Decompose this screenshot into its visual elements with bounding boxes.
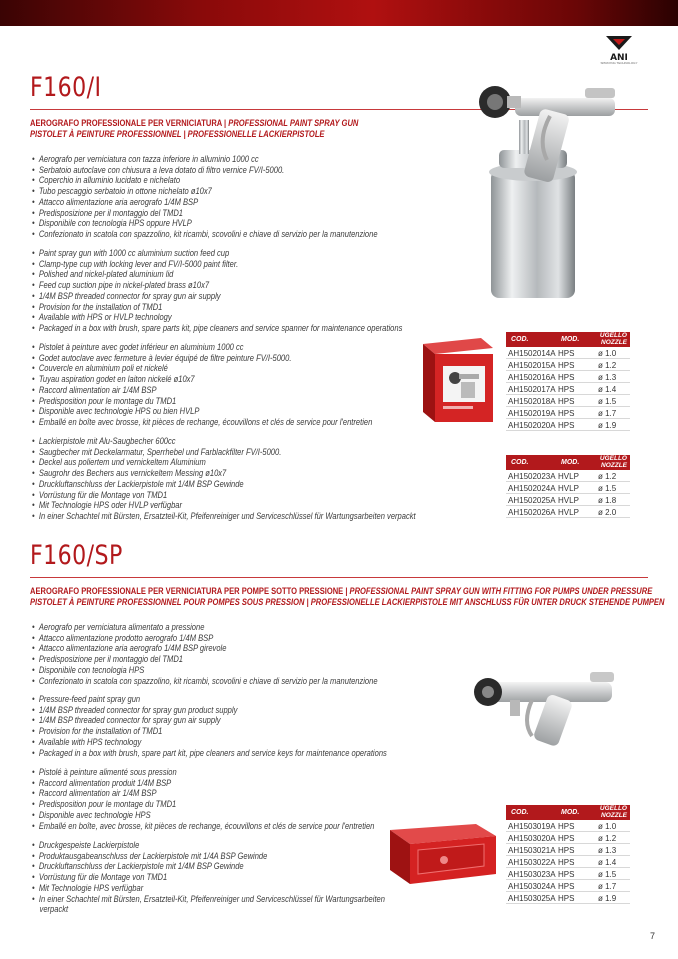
codes-table-hps bbox=[506, 331, 630, 432]
table-cell: AH1502024A bbox=[508, 483, 556, 493]
list-item: • Godet autoclave avec fermeture à levier équipé de filtre peinture FV/I-5000. bbox=[32, 353, 372, 364]
list-item: • Predisposition pour le montage du TMD1 bbox=[32, 396, 372, 407]
logo-text: ANI bbox=[610, 53, 628, 62]
list-item: • Serbatoio autoclave con chiusura a leva dotato di filtro vernice FV/I-5000. bbox=[32, 165, 378, 176]
table-cell: HVLP bbox=[556, 483, 592, 494]
table-cell: AH1502019A bbox=[508, 408, 556, 418]
list-item: • Attacco alimentazione aria aerografo 1/4M BSP bbox=[32, 197, 378, 208]
table-cell: HPS bbox=[556, 408, 592, 419]
table-cell: ø 1.3 bbox=[592, 372, 630, 383]
table-cell: ø 1.2 bbox=[592, 360, 630, 371]
table-row bbox=[506, 881, 630, 892]
table-header-row bbox=[506, 805, 630, 820]
list-item: • Lackierpistole mit Alu-Saugbecher 600cc bbox=[32, 436, 416, 447]
col-mod: MOD. bbox=[556, 455, 592, 470]
table-cell: ø 1.2 bbox=[592, 833, 630, 844]
table-row bbox=[506, 384, 630, 395]
col-nozzle: UGELLO NOZZLE bbox=[592, 455, 630, 470]
table-cell: ø 1.3 bbox=[592, 845, 630, 856]
table-cell: HPS bbox=[556, 396, 592, 407]
list-item: • Raccord alimentation air 1/4M BSP bbox=[32, 788, 374, 799]
table-cell: HPS bbox=[556, 857, 592, 868]
list-item: • In einer Schachtel mit Bürsten, Ersatzteil-Kit, Pfeifenreiniger und Serviceschlüssel für Wartungsarbeiten verpackt bbox=[32, 511, 416, 522]
features-de bbox=[32, 436, 416, 522]
col-cod: COD. bbox=[506, 455, 556, 470]
features-it bbox=[32, 622, 378, 686]
features-en bbox=[32, 248, 402, 334]
codes-table-hvlp bbox=[506, 454, 630, 519]
table-row bbox=[506, 845, 630, 856]
table-row bbox=[506, 348, 630, 359]
packaging-case-image bbox=[384, 820, 500, 890]
list-item: • Tuyau aspiration godet en laiton nickelé ø10x7 bbox=[32, 374, 372, 385]
table-row bbox=[506, 833, 630, 844]
table-row bbox=[506, 495, 630, 506]
table-row bbox=[506, 408, 630, 419]
list-item: • Predisposizione per il montaggio del TMD1 bbox=[32, 654, 378, 665]
table-cell: ø 1.5 bbox=[592, 396, 630, 407]
list-item: • Vorrüstung für die Montage von TMD1 bbox=[32, 872, 385, 883]
list-item: • Feed cup suction pipe in nickel-plated brass ø10x7 bbox=[32, 280, 402, 291]
table-cell: HVLP bbox=[556, 471, 592, 482]
table-cell: ø 2.0 bbox=[592, 507, 630, 518]
list-item: • Provision for the installation of TMD1 bbox=[32, 726, 387, 737]
table-cell: AH1503021A bbox=[508, 845, 556, 855]
list-item: • Polished and nickel-plated aluminium lid bbox=[32, 269, 402, 280]
table-cell: HVLP bbox=[556, 507, 592, 518]
list-item: • Tubo pescaggio serbatoio in ottone nichelato ø10x7 bbox=[32, 186, 378, 197]
table-cell: ø 1.4 bbox=[592, 384, 630, 395]
list-item: • Saugbecher mit Deckelarmatur, Sperrhebel und Farblackfilter FV/I-5000. bbox=[32, 447, 416, 458]
col-cod: COD. bbox=[506, 805, 556, 820]
table-row bbox=[506, 507, 630, 518]
top-banner bbox=[0, 0, 678, 26]
section-heading: AEROGRAFO PROFESSIONALE PER VERNICIATURA PER POMPE SOTTO PRESSIONE | PROFESSIONAL PAINT SPRAY GUN WITH FITTING FOR PUMPS UNDER PRESSURE PISTOLET À PEINTURE PROFESSIONNEL POUR POMPES SOUS PRESSION | PROFESSIONELLE LACKIERPISTOLE MIT ANSCHLUSS FÜR UNTER DRUCK STEHENDE PUMPEN bbox=[30, 586, 665, 607]
table-cell: HPS bbox=[556, 893, 592, 904]
table-cell: ø 1.5 bbox=[592, 869, 630, 880]
list-item: • Saugrohr des Bechers aus vernickeltem Messing ø10x7 bbox=[32, 468, 416, 479]
features-it bbox=[32, 154, 378, 240]
table-row bbox=[506, 893, 630, 904]
section-heading: AEROGRAFO PROFESSIONALE PER VERNICIATURA | PROFESSIONAL PAINT SPRAY GUN PISTOLET À PEINTURE PROFESSIONNEL | PROFESSIONELLE LACKIERPISTOLE bbox=[30, 118, 359, 139]
table-cell: ø 1.5 bbox=[592, 483, 630, 494]
table-cell: AH1503019A bbox=[508, 821, 556, 831]
table-cell: ø 1.0 bbox=[592, 821, 630, 832]
table-row bbox=[506, 471, 630, 482]
list-item: • Packaged in a box with brush, spare part kit, pipe cleaners and service keys for maintenance operations bbox=[32, 748, 387, 759]
brand-logo-icon bbox=[604, 34, 634, 62]
list-item: • Clamp-type cup with locking lever and FV/I-5000 paint filter. bbox=[32, 259, 402, 270]
table-cell: HVLP bbox=[556, 495, 592, 506]
list-item: • Coperchio in alluminio lucidato e nichelato bbox=[32, 175, 378, 186]
list-item: • Available with HPS technology bbox=[32, 737, 387, 748]
table-cell: ø 1.2 bbox=[592, 471, 630, 482]
list-item: • Raccord alimentation produit 1/4M BSP bbox=[32, 778, 374, 789]
list-item: • Attacco alimentazione prodotto aerografo 1/4M BSP bbox=[32, 633, 378, 644]
table-cell: AH1502017A bbox=[508, 384, 556, 394]
list-item: • Produktausgabeanschluss der Lackierpistole mit 1/4A BSP Gewinde bbox=[32, 851, 385, 862]
table-cell: ø 1.4 bbox=[592, 857, 630, 868]
table-cell: AH1502023A bbox=[508, 471, 556, 481]
table-cell: HPS bbox=[556, 372, 592, 383]
table-row bbox=[506, 360, 630, 371]
table-cell: AH1503024A bbox=[508, 881, 556, 891]
table-cell: AH1502014A bbox=[508, 348, 556, 358]
col-nozzle: UGELLO NOZZLE bbox=[592, 805, 630, 820]
list-item: • In einer Schachtel mit Bürsten, Ersatzteil-Kit, Pfeifenreiniger und Serviceschlüssel für Wartungsarbeiten bbox=[32, 894, 385, 905]
list-item: • Confezionato in scatola con spazzolino, kit ricambi, scovolini e chiave di servizio per la manutenzione bbox=[32, 229, 378, 240]
table-cell: HPS bbox=[556, 348, 592, 359]
list-item: • Aerografo per verniciatura alimentato a pressione bbox=[32, 622, 378, 633]
table-row bbox=[506, 420, 630, 431]
list-item: • Disponible avec technologie HPS bbox=[32, 810, 374, 821]
list-item: • Couvercle en aluminium poli et nickelé bbox=[32, 363, 372, 374]
list-item: • Disponibile con tecnologia HPS oppure HVLP bbox=[32, 218, 378, 229]
list-item: • Disponible avec technologie HPS ou bien HVLP bbox=[32, 406, 372, 417]
list-item: • Druckluftanschluss der Lackierpistole mit 1/4M BSP Gewinde bbox=[32, 479, 416, 490]
table-cell: AH1502016A bbox=[508, 372, 556, 382]
codes-table-sp bbox=[506, 804, 630, 905]
section-title-f160sp: F160/SP bbox=[30, 540, 123, 571]
col-cod: COD. bbox=[506, 332, 556, 347]
table-cell: AH1502025A bbox=[508, 495, 556, 505]
list-item: • 1/4M BSP threaded connector for spray gun air supply bbox=[32, 291, 402, 302]
table-cell: ø 1.0 bbox=[592, 348, 630, 359]
table-cell: HPS bbox=[556, 360, 592, 371]
list-item: • Mit Technologie HPS oder HVLP verfügbar bbox=[32, 500, 416, 511]
table-row bbox=[506, 857, 630, 868]
table-cell: HPS bbox=[556, 881, 592, 892]
list-item: • Paint spray gun with 1000 cc aluminium suction feed cup bbox=[32, 248, 402, 259]
table-cell: HPS bbox=[556, 420, 592, 431]
list-item: verpackt bbox=[39, 904, 69, 915]
table-cell: HPS bbox=[556, 821, 592, 832]
list-item: • 1/4M BSP threaded connector for spray gun air supply bbox=[32, 715, 387, 726]
col-mod: MOD. bbox=[556, 332, 592, 347]
features-de bbox=[32, 840, 385, 915]
title-rule bbox=[30, 577, 648, 578]
list-item: • Pistolé à peinture alimenté sous pression bbox=[32, 767, 374, 778]
list-item: • Pressure-feed paint spray gun bbox=[32, 694, 387, 705]
table-cell: AH1503020A bbox=[508, 833, 556, 843]
list-item: • Available with HPS or HVLP technology bbox=[32, 312, 402, 323]
table-header-row bbox=[506, 455, 630, 470]
table-header-row bbox=[506, 332, 630, 347]
table-cell: ø 1.7 bbox=[592, 408, 630, 419]
list-item: • Druckgespeiste Lackierpistole bbox=[32, 840, 385, 851]
table-row bbox=[506, 869, 630, 880]
table-cell: AH1502015A bbox=[508, 360, 556, 370]
brand-tagline: SPRAYING TECHNOLOGY bbox=[600, 61, 638, 65]
list-item: • Deckel aus poliertem und vernickeltem Aluminium bbox=[32, 457, 416, 468]
list-item: • Packaged in a box with brush, spare parts kit, pipe cleaners and service spanner for maintenance operations bbox=[32, 323, 402, 334]
list-item: • Provision for the installation of TMD1 bbox=[32, 302, 402, 313]
table-cell: AH1502020A bbox=[508, 420, 556, 430]
list-item: • Pistolet à peinture avec godet inférieur en aluminium 1000 cc bbox=[32, 342, 372, 353]
list-item: • 1/4M BSP threaded connector for spray gun product supply bbox=[32, 705, 387, 716]
table-cell: AH1503023A bbox=[508, 869, 556, 879]
table-row bbox=[506, 821, 630, 832]
spray-gun-pressure-image bbox=[462, 660, 622, 752]
list-item: • Disponibile con tecnologia HPS bbox=[32, 665, 378, 676]
section-title-f160i: F160/I bbox=[30, 72, 102, 103]
list-item: • Predisposition pour le montage du TMD1 bbox=[32, 799, 374, 810]
features-fr bbox=[32, 342, 372, 428]
page-number: 7 bbox=[650, 931, 656, 941]
list-item: • Mit Technologie HPS verfügbar bbox=[32, 883, 385, 894]
table-cell: ø 1.8 bbox=[592, 495, 630, 506]
list-item: • Attacco alimentazione aria aerografo 1/4M BSP girevole bbox=[32, 643, 378, 654]
table-cell: AH1502018A bbox=[508, 396, 556, 406]
list-item: • Emballé en boîte avec brosse, kit pièces de rechange, écouvillons et clés de service pour l'entretien bbox=[32, 417, 372, 428]
list-item: • Raccord alimentation air 1/4M BSP bbox=[32, 385, 372, 396]
table-cell: HPS bbox=[556, 869, 592, 880]
list-item: • Emballé en boîte, avec brosse, kit pièces de rechange, écouvillons et clés de service pour l'entretien bbox=[32, 821, 374, 832]
table-cell: HPS bbox=[556, 845, 592, 856]
table-cell: HPS bbox=[556, 384, 592, 395]
list-item: • Predisposizione per il montaggio del TMD1 bbox=[32, 208, 378, 219]
packaging-box-image bbox=[415, 334, 497, 426]
table-row bbox=[506, 396, 630, 407]
features-fr bbox=[32, 767, 374, 831]
list-item: • Vorrüstung für die Montage von TMD1 bbox=[32, 490, 416, 501]
col-nozzle: UGELLO NOZZLE bbox=[592, 332, 630, 347]
list-item: • Druckluftanschluss der Lackierpistole mit 1/4M BSP Gewinde bbox=[32, 861, 385, 872]
list-item: • Aerografo per verniciatura con tazza inferiore in alluminio 1000 cc bbox=[32, 154, 378, 165]
table-cell: AH1503022A bbox=[508, 857, 556, 867]
table-cell: ø 1.9 bbox=[592, 420, 630, 431]
table-cell: HPS bbox=[556, 833, 592, 844]
table-cell: AH1503025A bbox=[508, 893, 556, 903]
list-item: • Confezionato in scatola con spazzolino, kit ricambi, scovolini e chiave di servizio per la manutenzione bbox=[32, 676, 378, 687]
table-row bbox=[506, 372, 630, 383]
table-cell: AH1502026A bbox=[508, 507, 556, 517]
features-en bbox=[32, 694, 387, 758]
table-row bbox=[506, 483, 630, 494]
table-cell: ø 1.9 bbox=[592, 893, 630, 904]
spray-gun-suction-cup-image bbox=[455, 80, 623, 305]
col-mod: MOD. bbox=[556, 805, 592, 820]
table-cell: ø 1.7 bbox=[592, 881, 630, 892]
